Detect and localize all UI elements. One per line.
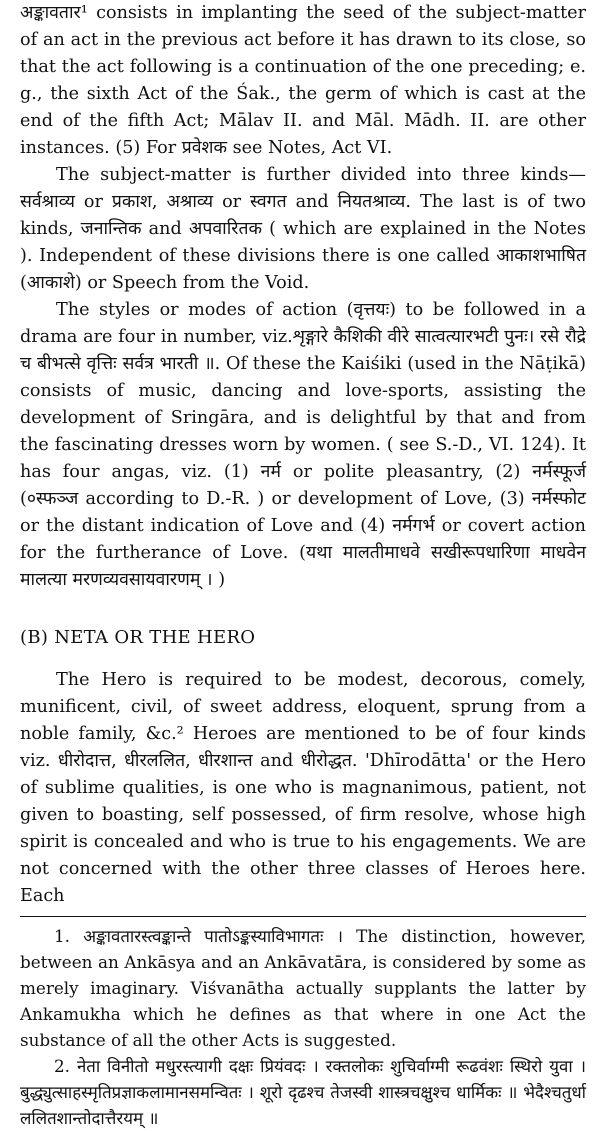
paragraph-ankavatara: अङ्कावतार¹ consists in implanting the seed of the subject-matter of an act in the previous act before it has drawn to its close, so that the act following is a continuation of the one preceding; e. g., the sixth Act of the Śak., the germ of which is cast at the end of the fifth Act; Mālav II. and Māl. Mādh. II. are other instances. (5) For प्रवेशक see Notes, Act VI. — [20, 3, 586, 158]
paragraph-hero: The Hero is required to be modest, decorous, comely, munificent, civil, of sweet address, eloquent, sprung from a noble family, &c.² Heroes are mentioned to be of four kinds viz. धीरोदात्त, धीरललित, धीरशान्त and धीरोद्धत. 'Dhīrodātta' or the Hero of sublime qualities, is one who is magnanimous, patient, not given to boasting, self possessed, of firm resolve, whose high spirit is concealed and who is true to his engagements. We are not concerned with the other three classes of Heroes here. Each — [20, 670, 586, 906]
section-heading: (B) NETA OR THE HERO — [20, 627, 256, 648]
footnote-1: 1. अङ्कावतारस्त्वङ्कान्ते पातोऽङ्कस्याविभागतः । The distinction, however, between an Ankāsya and an Ankāvatāra, is considered by some as merely imaginary. Viśvanātha actually supplants the latter by Ankamukha which he defines as that where in one Act the substance of all the other Acts is suggested. — [20, 926, 586, 1050]
paragraph-styles-of-action: The styles or modes of action (वृत्तयः) to be followed in a drama are four in number, viz.शृङ्गारे कैशिकी वीरे सात्वत्यारभटी पुनः। रसे रौद्रे च बीभत्से वृत्तिः सर्वत्र भारती ॥. Of these the Kaiśiki (used in the Nāṭikā) consists of music, dancing and love-sports, assisting the development of Sringāra, and is delightful by that and from the fascinating dresses worn by women. ( see S.-D., VI. 124). It has four angas, viz. (1) नर्म or polite pleasantry, (2) नर्मस्फूर्ज (०स्फञ्ज according to D.-R. ) or development of Love, (3) नर्मस्फोट or the distant indication of Love and (4) नर्मगर्भ or covert action for the furtherance of Love. (यथा मालतीमाधवे सखीरूपधारिणा माधवेन मालत्या मरणव्यवसायवारणम् । ) — [20, 300, 586, 590]
paragraph-subject-matter: The subject-matter is further divided into three kinds— सर्वश्राव्य or प्रकाश, अश्राव्य or स्वगत and नियतश्राव्य. The last is of two kinds, जनान्तिक and अपवारितक ( which are explained in the Notes ). Independent of these divisions there is one called आकाशभाषित (आकाशे) or Speech from the Void. — [20, 165, 586, 293]
footnote-2: 2. नेता विनीतो मधुरस्त्यागी दक्षः प्रियंवदः । रक्तलोकः शुचिर्वाग्मी रूढवंशः स्थिरो युवा । बुद्ध्युत्साहस्मृतिप्रज्ञाकलामानसमन्वितः । शूरो दृढश्च तेजस्वी शास्त्रचक्षुश्च धार्मिकः ॥ भेदैश्चतुर्धा ललितशान्तोदात्तैरयम् ॥ — [20, 1056, 586, 1128]
footnote-divider — [20, 916, 586, 917]
